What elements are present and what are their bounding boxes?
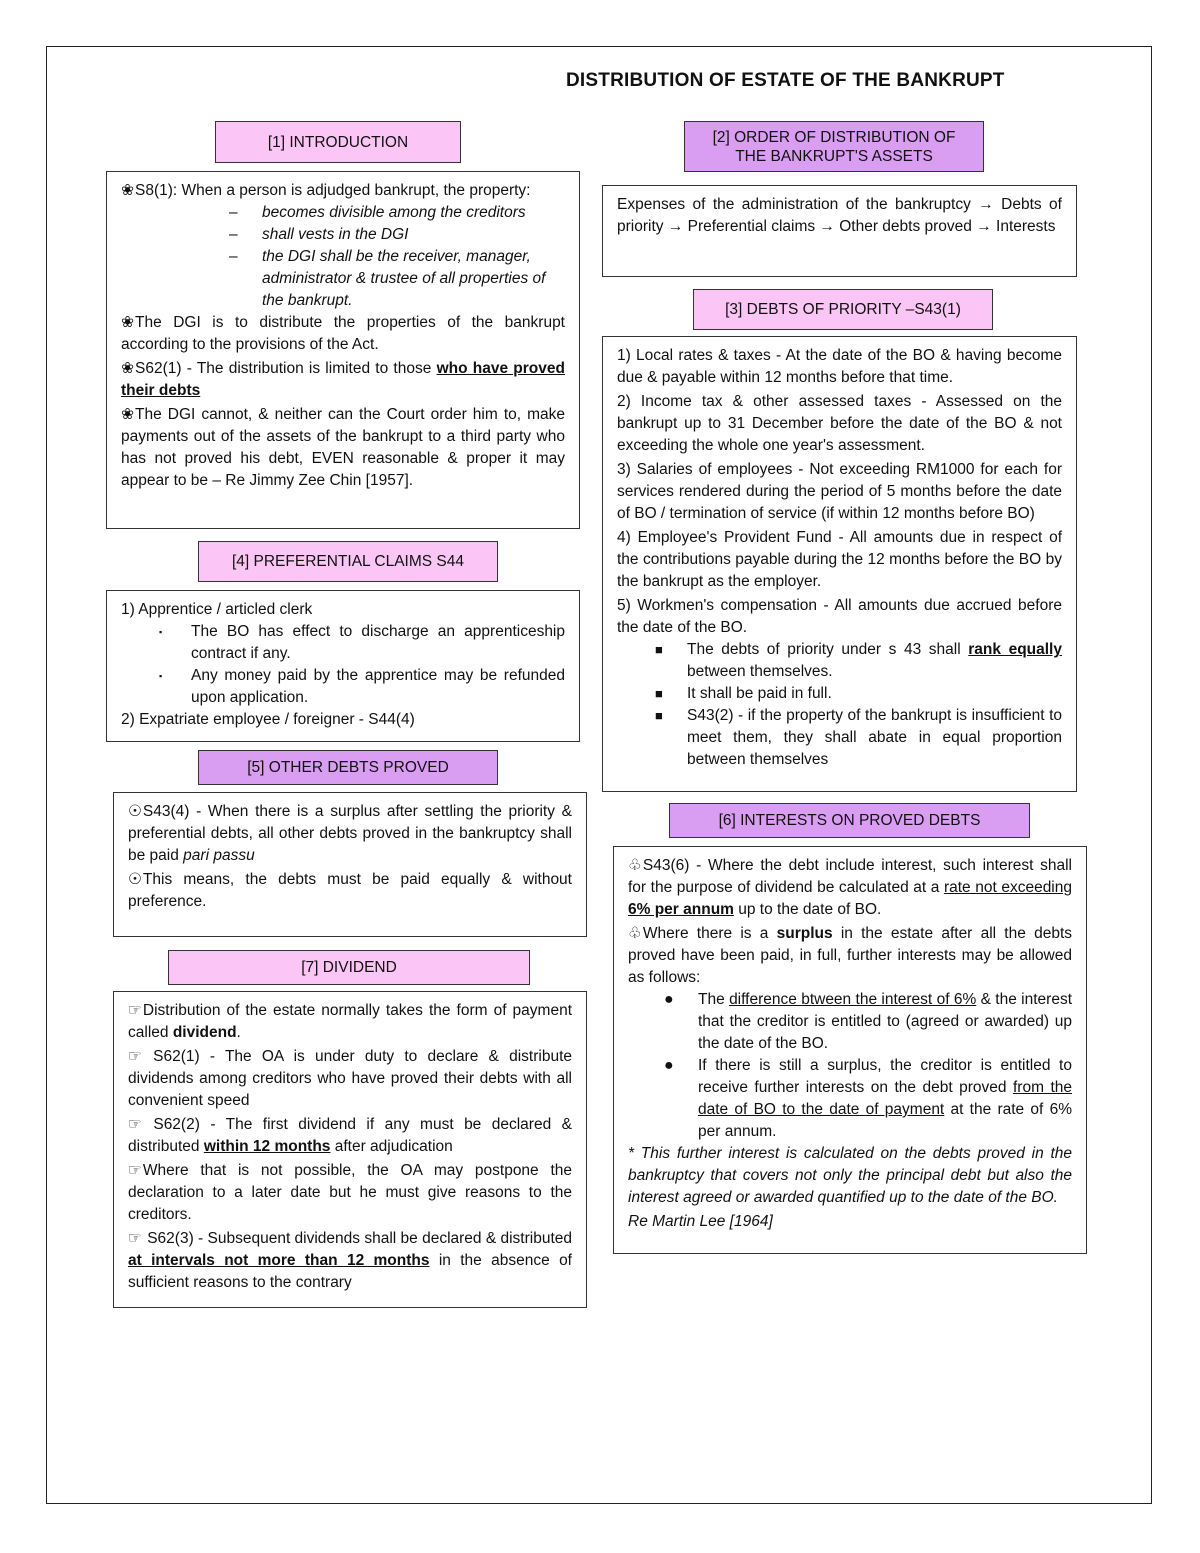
list-item (121, 224, 565, 246)
within-12-months-emphasis: within 12 months (203, 1138, 331, 1155)
square-bullet-icon: ■ (655, 686, 663, 701)
s62-text: S62(1) - The distribution is limited to those (135, 360, 437, 377)
expatriate-item: 2) Expatriate employee / foreigner - S44(4) (121, 711, 415, 728)
dash-icon: – (229, 204, 238, 221)
lightbulb-icon: ☉ (128, 871, 142, 888)
flower-icon: ❀ (121, 314, 134, 331)
list-item-text: The debts of priority under s 43 shall (687, 641, 969, 658)
dash-icon: – (229, 248, 238, 265)
difference-emphasis: difference btween the interest of 6% (729, 991, 977, 1008)
page-title: DISTRIBUTION OF ESTATE OF THE BANKRUPT (566, 70, 1005, 91)
interest-bullets (628, 989, 1072, 1143)
list-item-text: at the rate of 6% per annum. (698, 1101, 1073, 1140)
rate-emphasis: 6% per annum (628, 901, 734, 918)
list-item (617, 639, 1062, 683)
section-2-header-line2: THE BANKRUPT'S ASSETS (735, 147, 933, 165)
section-4-box (106, 590, 580, 742)
section-2-header-line1: [2] ORDER OF DISTRIBUTION OF (712, 128, 956, 146)
s8-dash-list (121, 202, 565, 312)
small-square-bullet-icon: ▪ (159, 671, 163, 681)
pari-passu-text: pari passu (183, 847, 255, 864)
dot-bullet-icon: ● (664, 991, 674, 1008)
rate-text: rate not exceeding (943, 879, 1072, 896)
section-5-header-text: [5] OTHER DEBTS PROVED (247, 759, 449, 776)
section-1-box (106, 171, 580, 529)
hand-pointer-icon: ☞ (128, 1162, 142, 1179)
lightbulb-icon: ☉ (128, 803, 142, 820)
s8-paragraph (121, 180, 565, 202)
list-item-text: between themselves. (687, 663, 833, 680)
dividend-emphasis: dividend (172, 1024, 237, 1041)
list-item-text: S43(2) - if the property of the bankrupt is insufficient to meet them, they shall abate in equal proportion between themselves (687, 707, 1062, 768)
s62-3-text: S62(3) - Subsequent dividends shall be declared & distributed (142, 1230, 573, 1247)
priority-item: 2) Income tax & other assessed taxes - Assessed on the bankrupt up to 31 December before the date of the BO & not exceeding the whole one year's assessment. (617, 393, 1062, 454)
hand-pointer-icon: ☞ (128, 1116, 142, 1133)
list-item (121, 246, 565, 312)
section-6-box (613, 846, 1087, 1254)
section-5-header (198, 750, 498, 785)
section-3-header (693, 289, 993, 330)
s43-4-text: S43(4) - When there is a surplus after settling the priority & preferential debts, all other debts proved in the bankruptcy shall be paid (128, 803, 572, 864)
priority-item: 1) Local rates & taxes - At the date of the BO & having become due & payable within 12 months before that time. (617, 347, 1062, 386)
list-item (628, 989, 1072, 1055)
list-item-text: The BO has effect to discharge an apprenticeship contract if any. (191, 623, 565, 662)
dividend-text: Distribution of the estate normally takes the form of payment called (128, 1002, 572, 1041)
section-7-box (113, 991, 587, 1308)
dash-icon: – (229, 226, 238, 243)
s43-6-text-end: up to the date of BO. (733, 901, 882, 918)
list-item-text: If there is still a surplus, the creditor is entitled to receive further interests on the debt proved (698, 1057, 1072, 1096)
list-item-text: & the interest that the creditor is entitled to (agreed or awarded) up the date of the BO. (698, 991, 1073, 1052)
list-item (617, 705, 1062, 771)
dgi-cannot-text: The DGI cannot, & neither can the Court order him to, make payments out of the assets of the bankrupt to a third party who has not proved his debt, EVEN reasonable & proper it may appear to be – Re Jimmy Zee Chin [1957]. (121, 406, 565, 489)
s8-text: : When a person is adjudged bankrupt, the property: (172, 182, 531, 199)
dot-bullet-icon: ● (664, 1057, 674, 1074)
list-item-text: Any money paid by the apprentice may be refunded upon application. (191, 667, 565, 706)
s62-1-paragraph (128, 1046, 572, 1112)
means-paragraph (128, 869, 572, 913)
hand-pointer-icon: ☞ (128, 1230, 142, 1247)
dividend-text-end: . (236, 1024, 241, 1041)
square-bullet-icon: ■ (655, 642, 663, 657)
section-2-header (684, 121, 984, 172)
flower-icon: ❀ (121, 406, 134, 423)
list-item-text: the DGI shall be the receiver, manager, administrator & trustee of all properties of the bankrupt. (262, 248, 546, 309)
section-4-header-text: [4] PREFERENTIAL CLAIMS S44 (231, 553, 464, 570)
dgi-paragraph (121, 312, 565, 356)
section-7-header-text: [7] DIVIDEND (301, 959, 397, 976)
date-range-emphasis: from the date of BO to the date of payment (698, 1079, 1072, 1118)
further-interest-note: * This further interest is calculated on the debts proved in the bankruptcy that covers not only the principal debt but also the interest agreed or awarded quantified up to the date of the BO. (628, 1145, 1072, 1206)
section-5-box (113, 792, 587, 937)
list-item-text: It shall be paid in full. (687, 685, 832, 702)
surplus-paragraph (628, 923, 1072, 989)
clover-icon: ♧ (628, 857, 642, 874)
list-item (121, 665, 565, 709)
section-1-header-text: [1] INTRODUCTION (267, 133, 409, 151)
dgi-cannot-paragraph (121, 404, 565, 492)
s62-3-paragraph (128, 1228, 572, 1294)
hand-pointer-icon: ☞ (128, 1048, 142, 1065)
s62-emphasis: who have proved their debts (121, 360, 565, 399)
surplus-text-end: in the estate after all the debts proved have been paid, in full, further interests may be allowed as follows: (628, 925, 1072, 986)
postpone-paragraph (128, 1160, 572, 1226)
intervals-emphasis: at intervals not more than 12 months (128, 1252, 430, 1269)
list-item (121, 621, 565, 665)
s43-4-paragraph (128, 801, 572, 867)
list-item-text: becomes divisible among the creditors (262, 204, 526, 221)
s62-2-text: S62(2) - The first dividend if any must be declared & distributed (128, 1116, 572, 1155)
s43-6-text: S43(6) - Where the debt include interest, such interest shall for the purpose of dividend be calculated at a (628, 857, 1072, 896)
list-item (121, 202, 565, 224)
apprentice-item: 1) Apprentice / articled clerk (121, 601, 313, 618)
dividend-paragraph (128, 1000, 572, 1044)
flower-icon: ❀ (121, 360, 134, 377)
s62-2-paragraph (128, 1114, 572, 1158)
priority-item: 5) Workmen's compensation - All amounts due accrued before the date of the BO. (617, 597, 1062, 636)
section-7-header (168, 950, 530, 985)
clover-icon: ♧ (628, 925, 642, 942)
priority-item: 3) Salaries of employees - Not exceeding RM1000 for each for services rendered during the period of 5 months before the date of BO / termination of service (if within 12 months before BO) (617, 461, 1062, 522)
s62-paragraph (121, 358, 565, 402)
section-6-header-text: [6] INTERESTS ON PROVED DEBTS (718, 812, 981, 829)
order-text: Expenses of the administration of the bankruptcy → Debts of priority → Preferential claims → Other debts proved → Interests (617, 196, 1062, 235)
section-3-box (602, 336, 1077, 792)
section-2-box (602, 185, 1077, 277)
postpone-text: Where that is not possible, the OA may postpone the declaration to a later date but he must give reasons to the creditors. (128, 1162, 572, 1223)
surplus-emphasis: surplus (776, 925, 833, 942)
list-item-text: The (698, 991, 730, 1008)
section-3-header-text: [3] DEBTS OF PRIORITY –S43(1) (725, 301, 961, 318)
priority-bullets (617, 639, 1062, 771)
flower-icon: ❀ (121, 182, 134, 199)
s8-lead: S8(1) (135, 182, 173, 199)
s62-2-text-end: after adjudication (330, 1138, 453, 1155)
section-1-header (215, 121, 461, 163)
means-text: This means, the debts must be paid equally & without preference. (128, 871, 572, 910)
apprentice-bullets (121, 621, 565, 709)
s62-3-text-end: in the absence of sufficient reasons to the contrary (128, 1252, 572, 1291)
list-item-text: shall vests in the DGI (262, 226, 409, 243)
s43-6-paragraph (628, 855, 1072, 921)
surplus-text: Where there is a (642, 925, 777, 942)
rank-equally-emphasis: rank equally (968, 641, 1062, 658)
s62-1-text: S62(1) - The OA is under duty to declare & distribute dividends among creditors who have proved their debts with all convenient speed (128, 1048, 572, 1109)
list-item (617, 683, 1062, 705)
list-item (628, 1055, 1072, 1143)
small-square-bullet-icon: ▪ (159, 627, 163, 637)
square-bullet-icon: ■ (655, 708, 663, 723)
section-6-header (669, 803, 1030, 838)
dgi-text: The DGI is to distribute the properties of the bankrupt according to the provisions of the Act. (121, 314, 565, 353)
section-4-header (198, 541, 498, 582)
priority-item: 4) Employee's Provident Fund - All amounts due in respect of the contributions payable during the 12 months before the BO by the bankrupt as the employer. (617, 529, 1062, 590)
case-citation: Re Martin Lee [1964] (628, 1213, 773, 1230)
hand-pointer-icon: ☞ (128, 1002, 142, 1019)
